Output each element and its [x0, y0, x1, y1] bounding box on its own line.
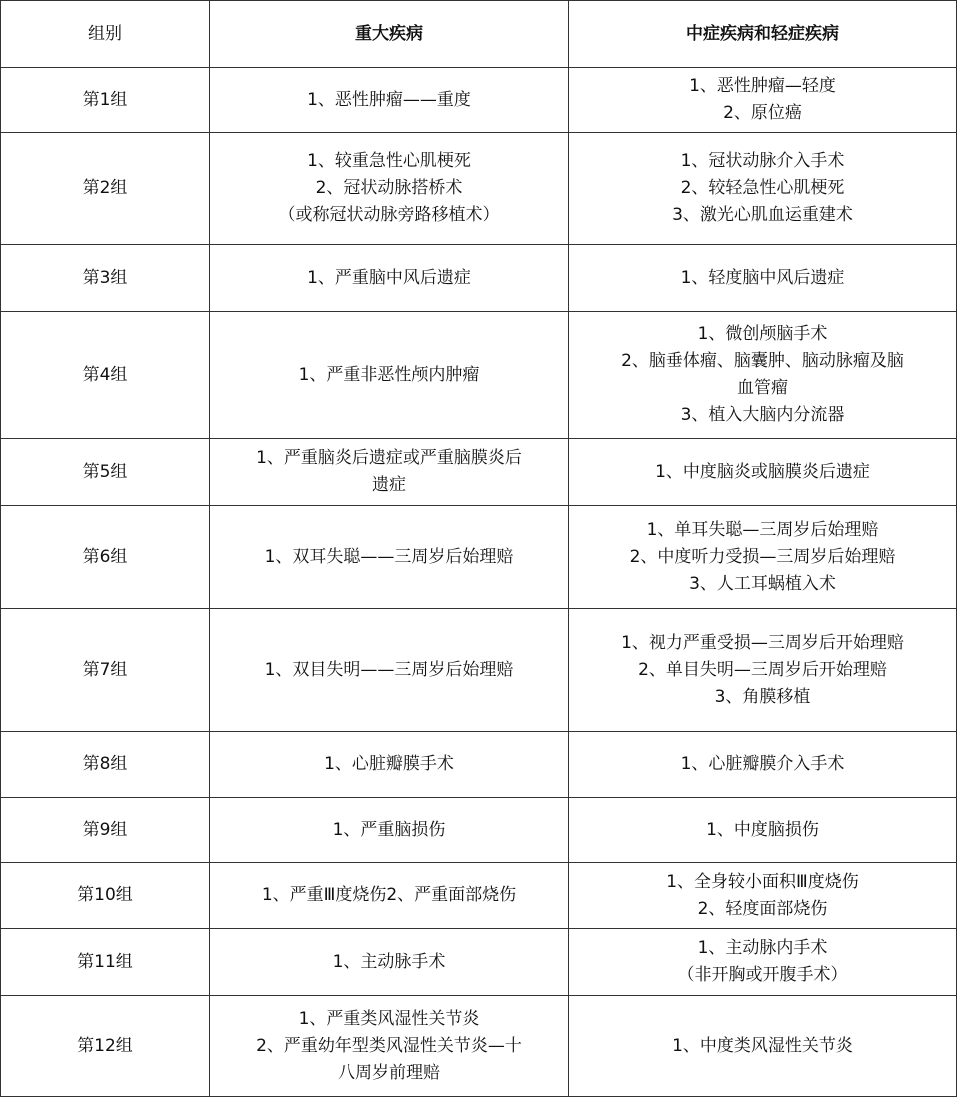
minor-disease-cell: [569, 929, 957, 996]
major-disease-line: 1、较重急性心肌梗死: [307, 151, 471, 171]
group-cell: 第6组: [1, 506, 210, 609]
minor-disease-cell: [569, 798, 957, 863]
minor-disease-line: 2、单目失明—三周岁后开始理赔: [638, 659, 887, 680]
minor-disease-line: （非开胸或开腹手术）: [677, 965, 848, 985]
minor-disease-line: 1、冠状动脉介入手术: [680, 151, 845, 171]
minor-disease-line: 2、轻度面部烧伤: [697, 898, 828, 919]
major-disease-line: 2、严重幼年型类风湿性关节炎—十: [256, 1035, 522, 1056]
group-cell: 第2组: [1, 133, 210, 245]
minor-disease-cell: [569, 439, 957, 506]
minor-disease-cell: [569, 863, 957, 929]
table-row: [1, 609, 957, 732]
major-disease-line: 1、心脏瓣膜手术: [324, 754, 454, 774]
minor-disease-line: 1、微创颅脑手术: [697, 324, 828, 344]
minor-disease-line: 1、轻度脑中风后遗症: [680, 267, 845, 288]
major-disease-cell: [210, 996, 569, 1097]
group-cell: 第1组: [1, 68, 210, 133]
major-disease-cell: [210, 506, 569, 609]
minor-disease-line: 3、人工耳蜗植入术: [689, 573, 836, 594]
minor-disease-cell: [569, 996, 957, 1097]
minor-disease-line: 1、心脏瓣膜介入手术: [680, 754, 845, 774]
major-disease-line: 1、严重Ⅲ度烧伤2、严重面部烧伤: [261, 885, 517, 905]
major-disease-cell: [210, 312, 569, 439]
group-cell: 第9组: [1, 798, 210, 863]
table-row: [1, 506, 957, 609]
major-disease-line: 1、严重脑损伤: [332, 819, 446, 840]
minor-disease-line: 1、主动脉内手术: [697, 938, 828, 958]
header-row: [1, 1, 957, 68]
major-disease-cell: [210, 68, 569, 133]
minor-disease-line: 1、全身较小面积Ⅲ度烧伤: [666, 871, 859, 892]
major-disease-line: 1、主动脉手术: [332, 951, 446, 972]
header-minor: 中症疾病和轻症疾病: [569, 1, 957, 68]
group-cell: 第7组: [1, 609, 210, 732]
major-disease-line: （或称冠状动脉旁路移植术）: [278, 205, 500, 225]
table-row: [1, 133, 957, 245]
group-cell: 第8组: [1, 732, 210, 798]
group-cell: 第11组: [1, 929, 210, 996]
minor-disease-line: 1、中度脑损伤: [706, 819, 819, 840]
minor-disease-line: 血管瘤: [737, 378, 788, 398]
minor-disease-cell: [569, 68, 957, 133]
major-disease-line: 八周岁前理赔: [338, 1062, 440, 1083]
major-disease-line: 1、严重类风湿性关节炎: [298, 1008, 480, 1029]
major-disease-cell: [210, 732, 569, 798]
minor-disease-line: 1、恶性肿瘤—轻度: [689, 76, 836, 96]
table-row: [1, 245, 957, 312]
table-row: [1, 439, 957, 506]
minor-disease-line: 3、植入大脑内分流器: [680, 405, 845, 425]
major-disease-line: 1、双目失明——三周岁后始理赔: [264, 659, 514, 680]
minor-disease-cell: [569, 245, 957, 312]
major-disease-cell: [210, 798, 569, 863]
major-disease-cell: [210, 863, 569, 929]
table-row: [1, 929, 957, 996]
table-row: [1, 312, 957, 439]
table-row: [1, 863, 957, 929]
group-cell: 第4组: [1, 312, 210, 439]
major-disease-line: 1、双耳失聪——三周岁后始理赔: [264, 546, 514, 567]
major-disease-cell: [210, 609, 569, 732]
minor-disease-line: 2、较轻急性心肌梗死: [680, 178, 845, 198]
header-major: 重大疾病: [210, 1, 569, 68]
table-row: [1, 996, 957, 1097]
table-row: [1, 798, 957, 863]
header-group: 组别: [1, 1, 210, 68]
minor-disease-line: 2、脑垂体瘤、脑囊肿、脑动脉瘤及脑: [621, 351, 904, 371]
major-disease-line: 1、严重脑炎后遗症或严重脑膜炎后: [256, 448, 522, 468]
major-disease-cell: [210, 133, 569, 245]
group-cell: 第5组: [1, 439, 210, 506]
table-row: [1, 732, 957, 798]
minor-disease-line: 3、角膜移植: [714, 686, 811, 707]
major-disease-line: 2、冠状动脉搭桥术: [315, 178, 463, 198]
major-disease-line: 1、严重非恶性颅内肿瘤: [298, 364, 480, 385]
minor-disease-line: 2、原位癌: [723, 103, 802, 123]
minor-disease-cell: [569, 609, 957, 732]
minor-disease-cell: [569, 732, 957, 798]
minor-disease-line: 1、视力严重受损—三周岁后开始理赔: [621, 632, 904, 653]
major-disease-cell: [210, 245, 569, 312]
major-disease-line: 遗症: [372, 475, 406, 495]
major-disease-cell: [210, 929, 569, 996]
minor-disease-line: 3、激光心肌血运重建术: [672, 205, 853, 225]
group-cell: 第10组: [1, 863, 210, 929]
major-disease-line: 1、严重脑中风后遗症: [307, 267, 471, 288]
table-row: [1, 68, 957, 133]
group-cell: 第3组: [1, 245, 210, 312]
minor-disease-cell: [569, 133, 957, 245]
minor-disease-line: 1、中度类风湿性关节炎: [672, 1035, 853, 1056]
minor-disease-line: 2、中度听力受损—三周岁后始理赔: [629, 546, 896, 567]
group-cell: 第12组: [1, 996, 210, 1097]
minor-disease-line: 1、单耳失聪—三周岁后始理赔: [646, 519, 879, 540]
minor-disease-cell: [569, 312, 957, 439]
minor-disease-line: 1、中度脑炎或脑膜炎后遗症: [655, 461, 870, 482]
minor-disease-cell: [569, 506, 957, 609]
major-disease-cell: [210, 439, 569, 506]
major-disease-line: 1、恶性肿瘤——重度: [307, 89, 471, 110]
